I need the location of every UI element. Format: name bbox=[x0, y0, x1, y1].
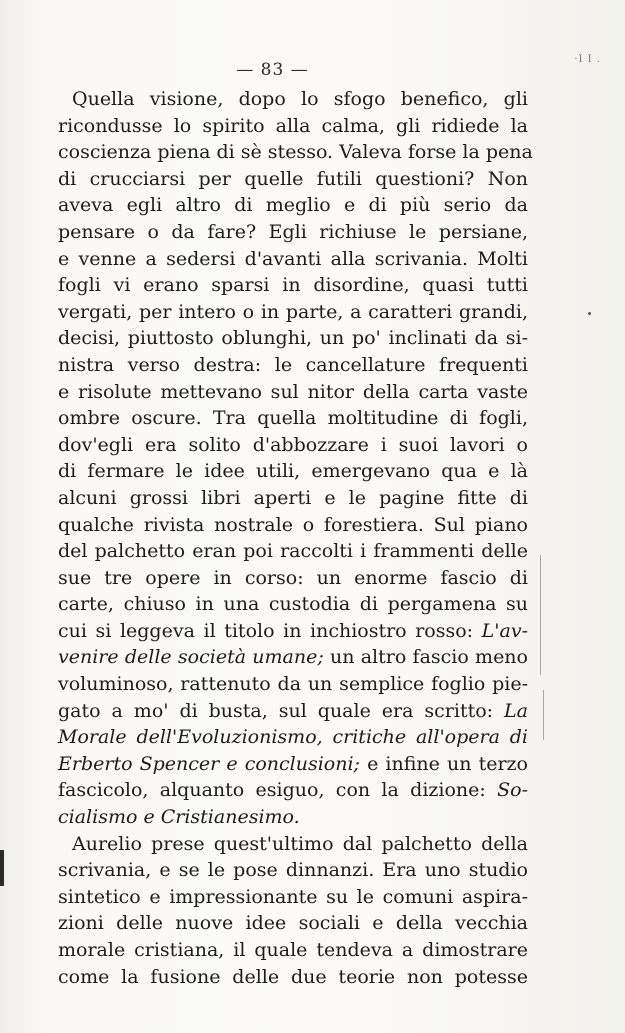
text-line: qualche rivista nostrale o forestiera. Sul piano bbox=[58, 513, 528, 536]
text-span: cui si leggeva il titolo in inchiostro rosso: bbox=[58, 619, 474, 642]
text-line: di crucciarsi per quelle futili questioni? Non bbox=[58, 167, 528, 190]
text-span: e infine un terzo bbox=[359, 752, 528, 775]
text-line: nistra verso destra: le cancellature frequenti bbox=[58, 353, 528, 376]
italic-title: So- bbox=[497, 779, 529, 802]
text-line: coscienza piena di sè stesso. Valeva forse la pena bbox=[58, 141, 533, 164]
text-line bbox=[58, 698, 528, 725]
margin-dot bbox=[588, 312, 591, 315]
page-number: — 83 — bbox=[236, 60, 309, 80]
italic-title: Morale dell'Evoluzionismo, critiche all'opera di bbox=[58, 726, 528, 749]
text-line: del palchetto eran poi raccolti i frammenti delle bbox=[58, 540, 528, 563]
text-line bbox=[58, 618, 528, 645]
text-line: sue tre opere in corso: un enorme fascio di bbox=[58, 566, 528, 589]
text-span: gato a mo' di busta, sul quale era scritto: bbox=[58, 699, 494, 722]
text-line bbox=[58, 777, 528, 804]
text-line: sintetico e impressionante su le comuni aspira- bbox=[58, 885, 528, 908]
margin-line-mark bbox=[540, 555, 541, 675]
text-line: morale cristiana, il quale tendeva a dimostrare bbox=[58, 939, 528, 961]
text-line: ombre oscure. Tra quella moltitudine di fogli, bbox=[58, 407, 528, 430]
text-line: vergati, per intero o in parte, a caratteri grandi, bbox=[58, 300, 528, 323]
text-line: di fermare le idee utili, emergevano qua e là bbox=[58, 460, 528, 483]
text-span: un altro fascio meno bbox=[323, 646, 528, 669]
margin-line-mark bbox=[543, 690, 544, 740]
italic-title: La bbox=[504, 699, 528, 722]
italic-title: venire delle società umane; bbox=[58, 646, 324, 669]
text-line: pensare o da fare? Egli richiuse le persiane, bbox=[58, 220, 528, 243]
text-line bbox=[58, 644, 528, 671]
text-span: fascicolo, alquanto esiguo, con la dizione: bbox=[58, 779, 486, 802]
text-line: dov'egli era solito d'abbozzare i suoi lavori o bbox=[58, 433, 528, 456]
body-text bbox=[58, 86, 533, 990]
page-edge-mark bbox=[0, 850, 4, 886]
text-line: ricondusse lo spirito alla calma, gli ridiede la bbox=[58, 114, 528, 137]
text-line: aveva egli altro di meglio e di più serio da bbox=[58, 194, 528, 217]
text-line: Quella visione, dopo lo sfogo benefico, gli bbox=[72, 88, 528, 110]
text-line: e risolute mettevano sul nitor della carta vaste bbox=[58, 380, 528, 403]
italic-title: L'av- bbox=[481, 619, 528, 642]
italic-title: cialismo e Cristianesimo. bbox=[58, 806, 300, 829]
text-line: decisi, piuttosto oblunghi, un po' inclinati da si- bbox=[58, 327, 528, 350]
text-line: come la fusione delle due teorie non potesse bbox=[58, 965, 528, 988]
corner-mark: ·I I . bbox=[574, 54, 601, 65]
italic-title: Erberto Spencer e conclusioni; bbox=[58, 752, 360, 775]
text-line: scrivania, e se le pose dinnanzi. Era uno studio bbox=[58, 859, 528, 882]
text-line: fogli vi erano sparsi in disordine, quasi tutti bbox=[58, 274, 528, 297]
text-line: carte, chiuso in una custodia di pergamena su bbox=[58, 593, 528, 616]
text-line: Aurelio prese quest'ultimo dal palchetto della bbox=[72, 832, 528, 855]
text-line: alcuni grossi libri aperti e le pagine fitte di bbox=[58, 486, 528, 509]
text-line: zioni delle nuove idee sociali e della vecchia bbox=[58, 912, 528, 935]
text-line: e venne a sedersi d'avanti alla scrivania. Molti bbox=[58, 247, 528, 270]
text-line bbox=[58, 751, 528, 778]
text-line: voluminoso, rattenuto da un semplice foglio pie- bbox=[58, 673, 528, 696]
